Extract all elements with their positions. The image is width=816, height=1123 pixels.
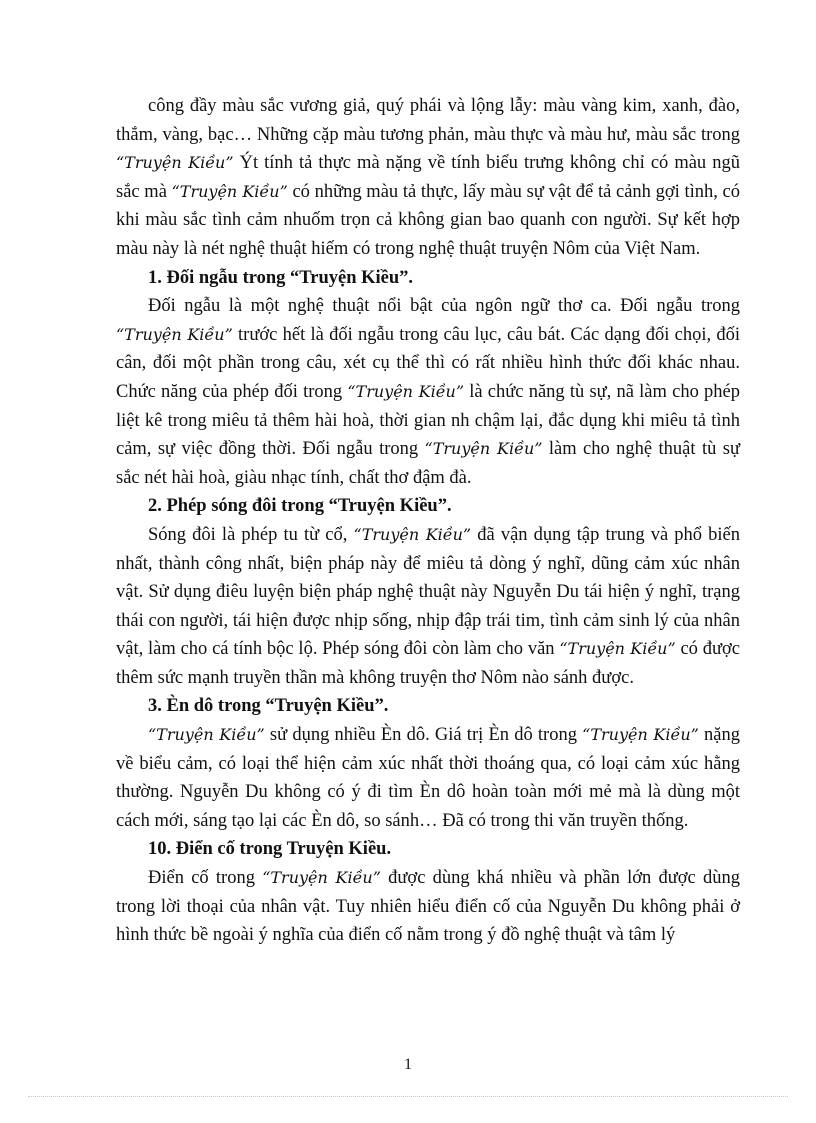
italic-title: “Truyện Kiều” [582,725,699,745]
italic-title: “Truyện Kiều” [171,181,288,201]
text-run: là chức năng tù sự, nã làm cho phép liệt kê trong miêu tả thêm hài hoà, thời gian nh chậm lại, đắc dụng khi miêu tả tình cảm, sự việc đồng thời. Đối ngẫu trong [116,381,740,460]
italic-title: “Truyện Kiều” [424,439,543,459]
page-bottom-divider [28,1096,788,1097]
text-run: Đối ngẫu là một nghệ thuật nổi bật của ngôn ngữ thơ ca. Đối ngẫu trong [148,296,740,317]
paragraph-allusion [116,864,740,950]
italic-title: “Truyện Kiều” [148,725,265,745]
italic-title: “Truyện Kiều” [347,381,465,401]
text-run: nặng về biểu cảm, có loại thể hiện cảm xúc nhất thời thoáng qua, có loại cảm xúc hằng thường. Nguyễn Du không có ý đi tìm Èn dô hoàn toàn mới mẻ mà là dùng một cách mới, sáng tạo lại các Èn dô, so sánh… Đã có trong thi văn truyền thống. [116,725,740,831]
page-number: 1 [404,1056,412,1073]
text-run: công đầy màu sắc vương giả, quý phái và lộng lẫy: màu vàng kim, xanh, đào, thắm, vàng, bạc… Những cặp màu tương phản, màu thực và màu hư, màu sắc trong [116,96,740,145]
italic-title: “Truyện Kiều” [116,324,233,344]
section-heading-10: 10. Điển cố trong Truyện Kiều. [148,839,392,860]
section-heading-2: 2. Phép sóng đôi trong “Truyện Kiều”. [148,496,452,517]
italic-title: “Truyện Kiều” [262,868,381,888]
italic-title: “Truyện Kiều” [353,524,472,544]
text-run: trước hết là đối ngẫu trong câu lục, câu bát. Các dạng đối chọi, đối cân, đối một phần trong câu, xét cụ thể thì có rất nhiều hình thức đối khác nhau. Chức năng của phép đối trong [116,324,740,402]
paragraph-parallelism [116,292,740,492]
text-run: Sóng đôi là phép tu từ cổ, [148,524,354,545]
text-run: được dùng khá nhiều và phần lớn được dùng trong lời thoại của nhân vật. Tuy nhiên hiểu điển cố của Nguyễn Du không phải ở hình thức bề ngoài ý nghĩa của điển cố nằm trong ý đồ nghệ thuật và tâm lý [116,868,740,946]
paragraph-metaphor [116,721,740,835]
italic-title: “Truyện Kiều” [116,153,234,173]
document-body [116,92,740,950]
text-run: Ýt tính tả thực mà nặng về tính biểu trưng không chỉ có màu ngũ sắc mà [116,153,740,202]
italic-title: “Truyện Kiều” [559,639,676,659]
text-run: có được thêm sức mạnh truyền thần mà không truyện thơ Nôm nào sánh được. [116,639,741,688]
text-run: có những màu tả thực, lấy màu sự vật để tả cảnh gợi tình, có khi màu sắc tình cảm nhuốm trọn cả không gian bao quanh con người. Sự kết hợp màu này là nét nghệ thuật hiếm có trong nghệ thuật truyện Nôm của Việt Nam. [116,181,740,259]
text-run: đã vận dụng tập trung và phổ biến nhất, thành công nhất, biện pháp này để miêu tả dòng ý nghĩ, dũng cảm xúc nhân vật. Sử dụng điêu luyện biện pháp nghệ thuật này Nguyễn Du tái hiện ý nghĩ, trạng thái con người, tái hiện được nhịp sống, nhịp đập trái tim, tình cảm sinh lý của nhân vật, làm cho cá tính bộc lộ. Phép sóng đôi còn làm cho văn [116,524,741,660]
text-run: làm cho nghệ thuật tù sự sắc nét hài hoà, giàu nhạc tính, chất thơ đậm đà. [116,439,740,488]
section-heading-3: 3. Èn dô trong “Truyện Kiều”. [148,696,389,717]
text-run: Điển cố trong [148,868,263,889]
paragraph-color-symbolism [116,92,740,264]
section-heading-1: 1. Đối ngẫu trong “Truyện Kiều”. [148,267,414,288]
paragraph-pairing [116,521,740,693]
text-run: sử dụng nhiều Èn dô. Giá trị Èn dô trong [264,725,583,746]
